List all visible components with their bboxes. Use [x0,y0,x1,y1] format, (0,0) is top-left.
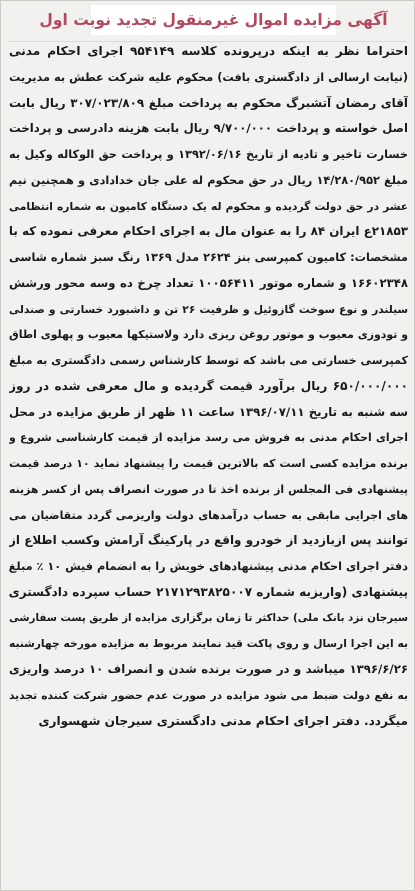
notice-line: ۱۳۹۶/۶/۲۶ میباشد و در صورت برنده شدن و انصراف ۱۰ درصد واریزی [9,662,408,676]
notice-line: به این اجرا ارسال و روی پاکت قید نمایند مربوط به مزایده مورخه چهارشنبه [9,637,408,651]
notice-line: به نفع دولت ضبط می شود مزایده در صورت عدم حضور شرکت کننده تجدید [9,688,408,702]
notice-line: پیشنهادی فی المجلس از برنده اخذ تا در صورت انصراف پس از کسر هزینه [9,482,408,496]
notice-line: مبلغ ۱۴/۲۸۰/۹۵۲ ریال در حق محکوم له علی جان خدادادی و همچنین نیم [9,173,408,187]
notice-line: سه شنبه به تاریخ ۱۳۹۶/۰۷/۱۱ ساعت ۱۱ ظهر از طریق مزایده در محل [9,404,408,419]
notice-line: میگردد. دفتر اجرای احکام مدنی دادگستری سیرجان شهسواری [38,713,408,728]
notice-body [9,39,408,734]
notice-line: اصل خواسته و پرداخت ۹/۷۰۰/۰۰۰ ریال بابت هزینه دادرسی و پرداخت [9,121,408,136]
notice-line: خسارت تاخیر و تادیه از تاریخ ۱۳۹۲/۰۶/۱۶ و پرداخت حق الوکاله وکیل به [9,148,408,161]
notice-line: ۲۱۸۵۳ع ایران ۸۴ را به عنوان مال به اجرای احکام معرفی نموده که با [9,224,408,239]
notice-line: سیلندر و نوع سوخت گازوئیل و ظرفیت ۲۶ تن و داشبورد خسارتی و صندلی [9,302,408,316]
notice-line: مشخصات: کامیون کمپرسی بنز ۲۶۲۴ مدل ۱۳۶۹ رنگ سبز شماره شاسی [9,251,408,264]
notice-line: ۶۵۰/۰۰۰/۰۰۰ ریال برآورد قیمت گردیده و مال معرفی شده در روز [9,378,408,393]
notice-line: سیرجان نزد بانک ملی) حداکثر تا زمان برگزاری مزایده از طریق پست سفارشی [9,611,408,624]
notice-line: عشر در حق دولت گردیده و محکوم له یک دستگاه کامیون به شماره انتظامی [9,199,408,213]
notice-line: پیشنهادی (واریزبه شماره ۲۱۷۱۲۹۳۸۲۵۰۰۷ حساب سپرده دادگستری [9,584,408,599]
notice-line: آقای رمضان آتشبرگ محکوم به پرداخت مبلغ ۳۰۷/۰۲۳/۸۰۹ ریال بابت [9,95,408,110]
notice-line: اجرای احکام مدنی به فروش می رسد مزایده از قیمت کارشناسی شروع و [9,431,408,445]
notice-line: و تودوزی معیوب و موتور روغن ریزی دارد ولاستیکها معیوب و پهلوی اطاق [9,328,408,342]
notice-line: های اجرایی مابقی به حساب درآمدهای دولت واریزمی گردد متقاضیان می [9,508,408,522]
notice-line: دفتر اجرای احکام مدنی پیشنهادهای خویش را به انضمام فیش ۱۰ ٪ مبلغ [9,560,408,573]
notice-line: (نیابت ارسالی از دادگستری بافت) محکوم علیه شرکت عطش به مدیریت [9,70,408,84]
notice-line: کمپرسی خسارتی می باشد که توسط کارشناس رسمی دادگستری به مبلغ [9,354,408,367]
notice-title: آگهی مزایده اموال غیرمنقول تجدید نوبت اول [91,5,336,35]
notice-line: برنده مزایده کسی است که بالاترین قیمت را پیشنهاد نماید ۱۰ درصد قیمت [9,457,408,470]
notice-line: احتراما نظر به اینکه درپرونده کلاسه ۹۵۴۱۴۹ اجرای احکام مدنی [9,44,408,58]
notice-line: توانند پس ازبازدید از خودرو واقع در پارکینگ آرامش وکسب اطلاع از [9,533,408,548]
notice-line: ۱۶۶۰۲۳۴۸ و شماره موتور ۱۰۰۵۶۴۱۱ تعداد چرخ ده وسه محور ورشش [9,275,408,290]
